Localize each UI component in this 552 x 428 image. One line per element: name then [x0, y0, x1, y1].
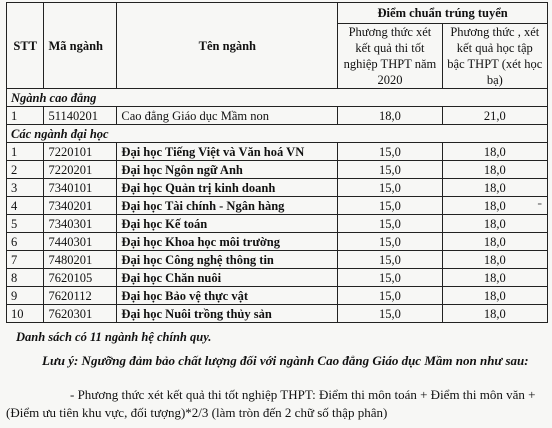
row-stt: 1: [7, 107, 44, 125]
section-university: Các ngành đại học: [7, 125, 548, 143]
row-name-text: Tiếng Việt và Văn hoá VN: [164, 144, 305, 159]
table-row: [7, 197, 548, 215]
row-name-text: Nuôi trồng thủy sản: [165, 306, 272, 321]
table-row: [7, 251, 548, 269]
row-name: [117, 197, 338, 215]
row-score-exam: 15,0: [338, 197, 442, 215]
list-note: Danh sách có 11 ngành hệ chính quy.: [16, 330, 212, 344]
row-score-transcript: 18,0: [442, 251, 547, 269]
row-name: [117, 161, 338, 179]
row-score-exam: 15,0: [338, 215, 442, 233]
row-name-text: Tài chính - Ngân hàng: [164, 198, 285, 213]
row-score-exam: 15,0: [338, 305, 442, 323]
row-stt: 1: [7, 143, 44, 161]
margin-mark: -: [537, 196, 542, 211]
row-score-transcript: 21,0: [442, 107, 547, 125]
row-score-transcript: 18,0: [442, 161, 547, 179]
row-code: 7220201: [44, 161, 117, 179]
row-stt: 8: [7, 269, 44, 287]
row-name-prefix: Đại học: [121, 288, 163, 303]
row-name: [117, 215, 338, 233]
row-score-exam: 15,0: [338, 179, 442, 197]
row-name-text: Quản trị kinh doanh: [165, 180, 276, 195]
row-name: [117, 287, 338, 305]
header-score-group: Điểm chuẩn trúng tuyển: [338, 3, 548, 24]
table-row: [7, 233, 548, 251]
row-name-text: Kế toán: [165, 216, 208, 231]
row-score-exam: 15,0: [338, 233, 442, 251]
row-name-text: Chăn nuôi: [165, 270, 222, 285]
row-score-exam: 15,0: [338, 287, 442, 305]
row-name-prefix: Đại học: [121, 198, 163, 213]
row-code: 7620301: [44, 305, 117, 323]
row-score-transcript: 18,0: [442, 215, 547, 233]
row-stt: 7: [7, 251, 44, 269]
row-name: [117, 251, 338, 269]
row-score-exam: 15,0: [338, 251, 442, 269]
row-code: 7340101: [44, 179, 117, 197]
table-row: [7, 107, 548, 125]
row-stt: 2: [7, 161, 44, 179]
row-code: 7480201: [44, 251, 117, 269]
row-name-prefix: Đại học: [121, 180, 163, 195]
row-score-exam: 15,0: [338, 161, 442, 179]
table-row: [7, 215, 548, 233]
row-name-prefix: Đại học: [121, 234, 163, 249]
row-code: 51140201: [44, 107, 117, 125]
row-code: 7220101: [44, 143, 117, 161]
exam-method-formula: - Phương thức xét kết quả thi tốt nghiệp THPT: Điểm thi môn toán + Điểm thi môn văn + (Điểm ưu tiên khu vực, đối tượng)*2/3 (làm tròn đến 2 chữ số thập phân): [6, 387, 536, 420]
row-code: 7620105: [44, 269, 117, 287]
table-row: [7, 305, 548, 323]
table-row: [7, 287, 548, 305]
row-name: Cao đẳng Giáo dục Mầm non: [117, 107, 338, 125]
row-score-transcript: 18,0: [442, 143, 547, 161]
table-row: [7, 161, 548, 179]
row-name: [117, 179, 338, 197]
header-method-transcript: Phương thức , xét kết quả học tập bậc THPT (xét học bạ): [442, 24, 547, 89]
row-score-transcript: 18,0: [442, 287, 547, 305]
row-code: 7620112: [44, 287, 117, 305]
row-name-prefix: Đại học: [121, 252, 163, 267]
row-stt: 5: [7, 215, 44, 233]
row-name: [117, 233, 338, 251]
row-score-exam: 15,0: [338, 143, 442, 161]
row-name-text: Bảo vệ thực vật: [165, 288, 249, 303]
row-name-prefix: Đại học: [121, 306, 163, 321]
row-code: 7340301: [44, 215, 117, 233]
row-name: [117, 269, 338, 287]
row-score-transcript: 18,0: [442, 305, 547, 323]
row-score-transcript: 18,0: [442, 179, 547, 197]
table-row: [7, 179, 548, 197]
row-score-exam: 18,0: [338, 107, 442, 125]
table-row: [7, 143, 548, 161]
row-name-prefix: Đại học: [121, 162, 163, 177]
admission-score-table: [6, 2, 548, 323]
row-name-text: Khoa học môi trường: [165, 234, 280, 249]
row-score-transcript: 18,0: [442, 233, 547, 251]
row-stt: 9: [7, 287, 44, 305]
row-code: 7340201: [44, 197, 117, 215]
header-stt: STT: [7, 3, 44, 89]
row-name-text: Công nghệ thông tin: [165, 252, 274, 267]
row-name-prefix: Đại học: [121, 270, 163, 285]
row-stt: 6: [7, 233, 44, 251]
section-college: Ngành cao đẳng: [7, 89, 548, 107]
header-method-exam: Phương thức xét kết quả thi tốt nghiệp THPT năm 2020: [338, 24, 442, 89]
row-stt: 4: [7, 197, 44, 215]
row-name: [117, 143, 338, 161]
table-row: [7, 269, 548, 287]
header-name: Tên ngành: [117, 3, 338, 89]
header-code: Mã ngành: [44, 3, 117, 89]
row-name-prefix: Đại học: [121, 216, 163, 231]
row-name: [117, 305, 338, 323]
row-score-transcript: 18,0: [442, 197, 547, 215]
quality-threshold-note: Lưu ý: Ngưỡng đảm bảo chất lượng đối với ngành Cao đẳng Giáo dục Mầm non như sau:: [42, 353, 529, 368]
row-name-text: Ngôn ngữ Anh: [165, 162, 243, 177]
row-stt: 10: [7, 305, 44, 323]
row-code: 7440301: [44, 233, 117, 251]
row-name-prefix: Đại học: [121, 144, 163, 159]
row-score-transcript: 18,0: [442, 269, 547, 287]
row-stt: 3: [7, 179, 44, 197]
row-score-exam: 15,0: [338, 269, 442, 287]
